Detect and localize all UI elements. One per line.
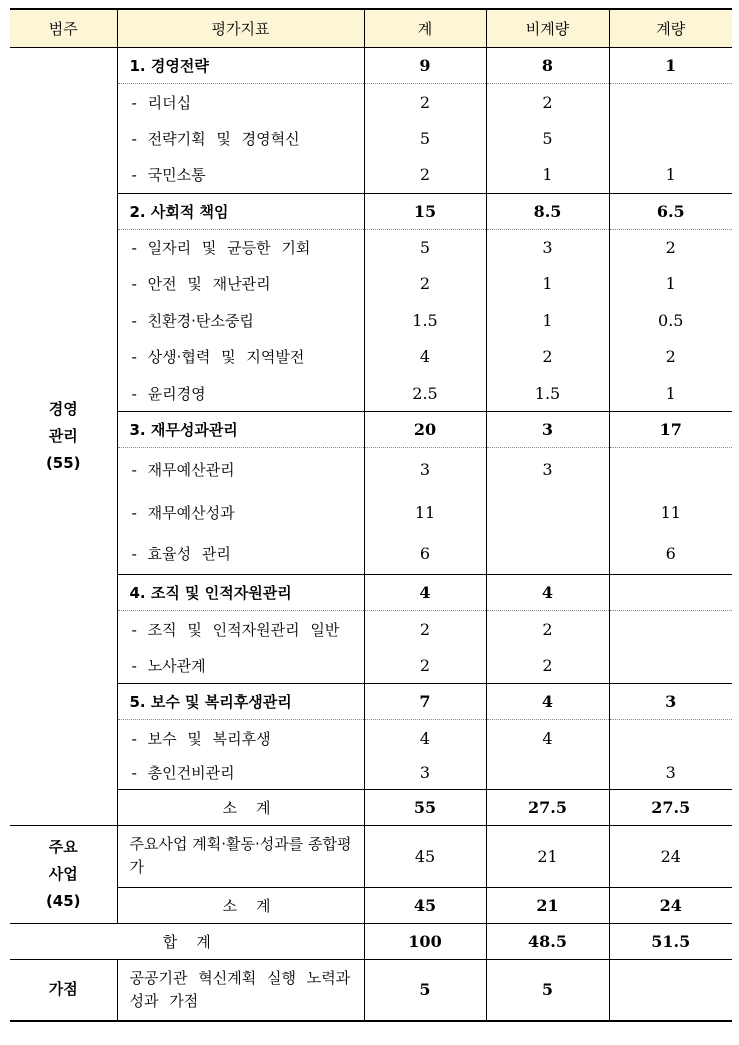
business-indicator: 주요사업 계획·활동·성과를 종합평가	[129, 835, 352, 876]
indicator-row	[10, 229, 732, 266]
indicator-label: - 안전 및 재난관리	[131, 275, 271, 294]
indicator-q: 1	[609, 157, 732, 194]
subtotal-nonq: 27.5	[486, 789, 609, 825]
indicator-label: - 효율성 관리	[131, 545, 231, 564]
business-q: 24	[609, 825, 732, 887]
indicator-q: 1	[609, 266, 732, 303]
indicator-q: 2	[609, 229, 732, 266]
subtotal-total: 45	[364, 887, 486, 923]
indicator-row	[10, 491, 732, 534]
section-row	[10, 412, 732, 448]
indicator-label: - 전략기획 및 경영혁신	[131, 129, 300, 148]
bonus-total: 5	[364, 959, 486, 1021]
section-nonq: 4	[486, 575, 609, 611]
header-row	[10, 9, 732, 48]
indicator-total: 3	[364, 756, 486, 789]
indicator-total: 2	[364, 266, 486, 303]
indicator-nonq	[486, 491, 609, 534]
bonus-nonq: 5	[486, 959, 609, 1021]
section-total: 20	[364, 412, 486, 448]
section-total: 7	[364, 684, 486, 720]
indicator-row	[10, 339, 732, 376]
indicator-total: 6	[364, 534, 486, 575]
indicator-row	[10, 756, 732, 789]
section-q: 3	[609, 684, 732, 720]
indicator-label: - 총인건비관리	[131, 763, 235, 782]
category-bonus: 가점	[10, 959, 117, 1021]
indicator-q: 3	[609, 756, 732, 789]
indicator-nonq: 3	[486, 229, 609, 266]
indicator-row	[10, 120, 732, 157]
category-line: 주요	[48, 837, 78, 856]
category-line: (55)	[45, 453, 81, 472]
indicator-total: 4	[364, 339, 486, 376]
category-business	[10, 825, 117, 923]
indicator-q	[609, 120, 732, 157]
indicator-q: 6	[609, 534, 732, 575]
indicator-label: - 상생·협력 및 지역발전	[131, 348, 305, 367]
category-line: 관리	[48, 426, 78, 445]
subtotal-nonq: 21	[486, 887, 609, 923]
section-title: 1. 경영전략	[117, 48, 364, 84]
section-total: 4	[364, 575, 486, 611]
subtotal-total: 55	[364, 789, 486, 825]
indicator-q: 0.5	[609, 302, 732, 339]
indicator-label: - 국민소통	[131, 166, 206, 184]
indicator-label: - 재무예산관리	[131, 460, 235, 479]
indicator-total: 5	[364, 120, 486, 157]
indicator-q	[609, 647, 732, 684]
indicator-q: 2	[609, 339, 732, 376]
evaluation-indicator-table	[10, 8, 732, 1022]
section-q: 1	[609, 48, 732, 84]
section-row	[10, 575, 732, 611]
indicator-total: 2.5	[364, 375, 486, 412]
evaluation-table-container	[10, 8, 732, 1022]
business-nonq: 21	[486, 825, 609, 887]
indicator-nonq: 1	[486, 302, 609, 339]
indicator-row	[10, 375, 732, 412]
header-category: 범주	[10, 9, 117, 48]
indicator-nonq: 2	[486, 339, 609, 376]
indicator-total: 2	[364, 84, 486, 121]
section-title: 3. 재무성과관리	[117, 412, 364, 448]
subtotal-q: 24	[609, 887, 732, 923]
indicator-row	[10, 611, 732, 648]
indicator-nonq: 1	[486, 266, 609, 303]
indicator-label: - 윤리경영	[131, 384, 206, 403]
indicator-q	[609, 611, 732, 648]
indicator-nonq: 5	[486, 120, 609, 157]
business-row	[10, 825, 732, 887]
indicator-label: - 보수 및 복리후생	[131, 729, 271, 748]
subtotal-label: 소 계	[117, 887, 364, 923]
indicator-total: 1.5	[364, 302, 486, 339]
grand-total-row	[10, 923, 732, 959]
indicator-total: 5	[364, 229, 486, 266]
indicator-q: 11	[609, 491, 732, 534]
indicator-row	[10, 302, 732, 339]
indicator-row	[10, 448, 732, 491]
business-total: 45	[364, 825, 486, 887]
business-subtotal-row	[10, 887, 732, 923]
indicator-nonq: 1	[486, 157, 609, 194]
indicator-label: - 리더십	[131, 93, 192, 112]
indicator-total: 11	[364, 491, 486, 534]
section-nonq: 8.5	[486, 193, 609, 229]
section-title: 5. 보수 및 복리후생관리	[117, 684, 364, 720]
indicator-nonq: 2	[486, 84, 609, 121]
bonus-row	[10, 959, 732, 1021]
grand-total-nonq: 48.5	[486, 923, 609, 959]
section-q: 6.5	[609, 193, 732, 229]
indicator-row	[10, 534, 732, 575]
indicator-nonq: 2	[486, 647, 609, 684]
section-total: 9	[364, 48, 486, 84]
indicator-row	[10, 720, 732, 757]
subtotal-q: 27.5	[609, 789, 732, 825]
indicator-nonq: 1.5	[486, 375, 609, 412]
category-management	[10, 48, 117, 826]
category-line: 사업	[48, 864, 78, 883]
indicator-total: 2	[364, 647, 486, 684]
indicator-label: - 조직 및 인적자원관리 일반	[131, 620, 340, 639]
indicator-nonq: 2	[486, 611, 609, 648]
indicator-label: - 재무예산성과	[131, 503, 235, 522]
indicator-q	[609, 448, 732, 491]
grand-total-q: 51.5	[609, 923, 732, 959]
header-indicator: 평가지표	[117, 9, 364, 48]
indicator-row	[10, 647, 732, 684]
indicator-nonq: 3	[486, 448, 609, 491]
indicator-row	[10, 84, 732, 121]
section-row	[10, 193, 732, 229]
indicator-total: 3	[364, 448, 486, 491]
header-total: 계	[364, 9, 486, 48]
grand-total-label: 합 계	[10, 923, 364, 959]
section-nonq: 3	[486, 412, 609, 448]
indicator-label: - 노사관계	[131, 656, 206, 675]
section-title: 4. 조직 및 인적자원관리	[117, 575, 364, 611]
indicator-label: - 일자리 및 균등한 기회	[131, 239, 311, 257]
indicator-total: 2	[364, 157, 486, 194]
management-subtotal-row	[10, 789, 732, 825]
section-total: 15	[364, 193, 486, 229]
indicator-q	[609, 720, 732, 757]
grand-total-total: 100	[364, 923, 486, 959]
indicator-row	[10, 266, 732, 303]
indicator-nonq: 4	[486, 720, 609, 757]
section-nonq: 4	[486, 684, 609, 720]
indicator-nonq	[486, 534, 609, 575]
indicator-nonq	[486, 756, 609, 789]
category-line: 경영	[48, 399, 78, 418]
header-quantitative: 계량	[609, 9, 732, 48]
indicator-label: - 친환경·탄소중립	[131, 311, 254, 330]
section-row	[10, 48, 732, 84]
subtotal-label: 소 계	[117, 789, 364, 825]
bonus-indicator: 공공기관 혁신계획 실행 노력과 성과 가점	[117, 959, 364, 1021]
bonus-q	[609, 959, 732, 1021]
category-line: (45)	[45, 891, 81, 910]
indicator-total: 4	[364, 720, 486, 757]
indicator-total: 2	[364, 611, 486, 648]
indicator-row	[10, 157, 732, 194]
indicator-q: 1	[609, 375, 732, 412]
header-non-quantitative: 비계량	[486, 9, 609, 48]
section-nonq: 8	[486, 48, 609, 84]
section-q	[609, 575, 732, 611]
section-q: 17	[609, 412, 732, 448]
indicator-q	[609, 84, 732, 121]
section-row	[10, 684, 732, 720]
section-title: 2. 사회적 책임	[117, 193, 364, 229]
